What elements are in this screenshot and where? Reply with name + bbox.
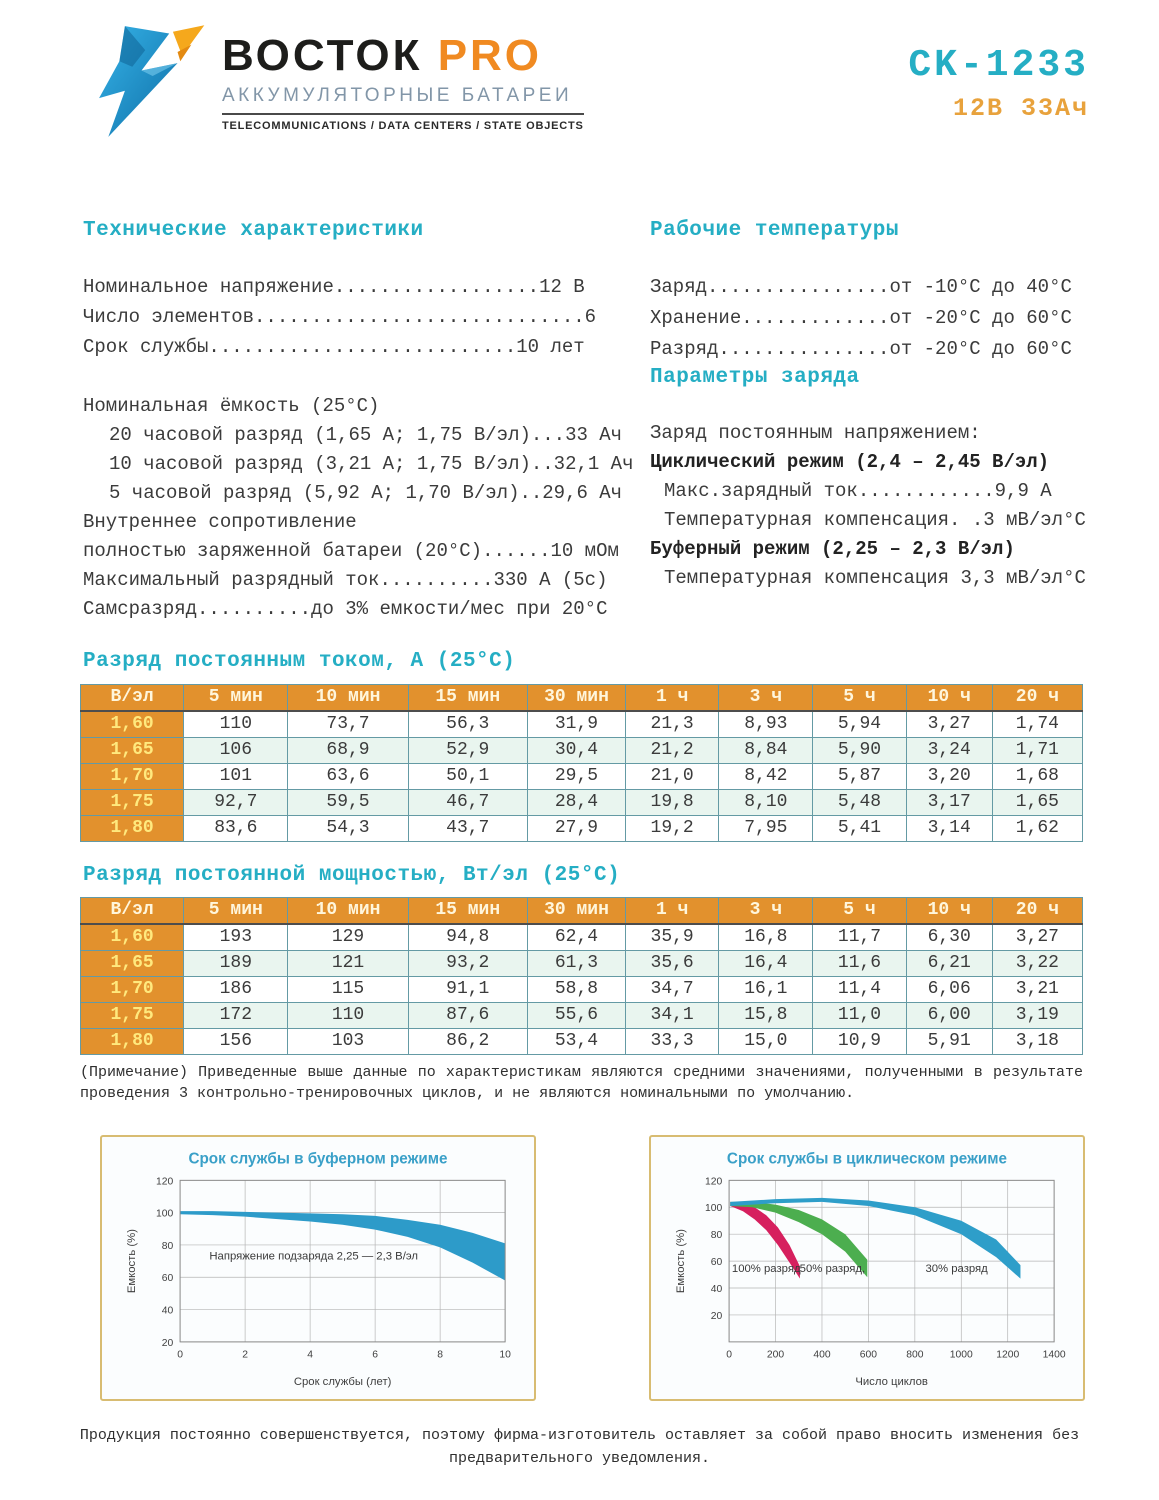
- table-cell: 121: [288, 951, 408, 977]
- column-header: В/эл: [81, 898, 184, 925]
- row-header: 1,65: [81, 951, 184, 977]
- svg-text:1200: 1200: [996, 1349, 1020, 1361]
- logo: [88, 24, 584, 140]
- brand-accent: PRO: [437, 31, 543, 80]
- table-cell: 8,42: [719, 764, 813, 790]
- svg-text:10: 10: [499, 1349, 511, 1361]
- table-cell: 3,21: [992, 977, 1082, 1003]
- table-cell: 3,24: [906, 738, 992, 764]
- svg-text:1000: 1000: [949, 1349, 973, 1361]
- brand-tagline: TELECOMMUNICATIONS / DATA CENTERS / STATE OBJECTS: [222, 113, 584, 132]
- spec-line: полностью заряженной батареи (20°C)......10 мОм: [83, 540, 619, 562]
- spec-line: Разряд...............от -20°C до 60°C: [650, 338, 1072, 360]
- spec-line: Хранение.............от -20°C до 60°C: [650, 307, 1072, 329]
- cyclic-life-chart: [649, 1135, 1085, 1401]
- table-cell: 115: [288, 977, 408, 1003]
- discharge-current-table: [80, 684, 1083, 842]
- svg-text:120: 120: [155, 1176, 174, 1188]
- table-cell: 3,14: [906, 816, 992, 842]
- column-header: 15 мин: [408, 685, 527, 712]
- discharge-power-table: [80, 897, 1083, 1055]
- table-cell: 93,2: [408, 951, 527, 977]
- table-cell: 11,0: [813, 1003, 906, 1029]
- capacity-title: Номинальная ёмкость (25°C): [83, 395, 380, 417]
- table-cell: 3,27: [992, 924, 1082, 951]
- table-cell: 5,41: [813, 816, 906, 842]
- svg-text:80: 80: [710, 1230, 723, 1242]
- table-cell: 3,19: [992, 1003, 1082, 1029]
- table-row: [81, 924, 1083, 951]
- charge-params-title: Параметры заряда: [650, 366, 860, 389]
- brand-name: ВОСТОК: [222, 31, 423, 80]
- column-header: 30 мин: [527, 685, 625, 712]
- lightning-bolt-icon: [88, 24, 208, 140]
- table-cell: 92,7: [184, 790, 288, 816]
- table-cell: 31,9: [527, 711, 625, 738]
- spec-line: Температурная компенсация 3,3 мВ/эл°С: [664, 567, 1086, 589]
- table-cell: 8,84: [719, 738, 813, 764]
- row-header: 1,60: [81, 711, 184, 738]
- svg-text:50% разряд,: 50% разряд,: [799, 1262, 866, 1275]
- table-cell: 6,21: [906, 951, 992, 977]
- table-cell: 6,30: [906, 924, 992, 951]
- column-header: 10 мин: [288, 685, 408, 712]
- footer-note: Продукция постоянно совершенствуется, поэтому фирма-изготовитель оставляет за собой право вносить изменения без предварительного уведомления.: [79, 1427, 1080, 1467]
- table-row: [81, 790, 1083, 816]
- table-cell: 54,3: [288, 816, 408, 842]
- svg-text:100% разряд: 100% разряд: [731, 1262, 801, 1275]
- table-cell: 83,6: [184, 816, 288, 842]
- table-cell: 50,1: [408, 764, 527, 790]
- svg-text:200: 200: [766, 1349, 785, 1361]
- svg-text:Емкость (%): Емкость (%): [125, 1229, 138, 1294]
- table-row: [81, 816, 1083, 842]
- column-header: 5 ч: [813, 685, 906, 712]
- table-row: [81, 711, 1083, 738]
- table-cell: 101: [184, 764, 288, 790]
- brand-title: [222, 31, 584, 80]
- table-cell: 110: [288, 1003, 408, 1029]
- table-cell: 156: [184, 1029, 288, 1055]
- table-cell: 21,3: [626, 711, 719, 738]
- table-row: [81, 738, 1083, 764]
- table-cell: 58,8: [527, 977, 625, 1003]
- table-cell: 6,00: [906, 1003, 992, 1029]
- svg-text:0: 0: [177, 1349, 183, 1361]
- table-cell: 55,6: [527, 1003, 625, 1029]
- column-header: 5 мин: [184, 685, 288, 712]
- spec-line: Заряд................от -10°C до 40°C: [650, 276, 1072, 298]
- spec-line: Температурная компенсация. .3 мВ/эл°С: [664, 509, 1086, 531]
- table-row: [81, 1003, 1083, 1029]
- table-cell: 19,8: [626, 790, 719, 816]
- svg-text:800: 800: [906, 1349, 924, 1361]
- column-header: 5 ч: [813, 898, 906, 925]
- table-cell: 34,7: [626, 977, 719, 1003]
- table-cell: 3,18: [992, 1029, 1082, 1055]
- table-cell: 56,3: [408, 711, 527, 738]
- svg-text:60: 60: [710, 1257, 723, 1269]
- table-cell: 8,93: [719, 711, 813, 738]
- row-header: 1,65: [81, 738, 184, 764]
- svg-text:40: 40: [161, 1305, 174, 1317]
- table-cell: 35,6: [626, 951, 719, 977]
- table-cell: 8,10: [719, 790, 813, 816]
- table-cell: 189: [184, 951, 288, 977]
- discharge-power-title: Разряд постоянной мощностью, Вт/эл (25°C): [83, 864, 621, 887]
- svg-text:Срок службы в буферном режиме: Срок службы в буферном режиме: [188, 1150, 448, 1168]
- spec-line: Макс.зарядный ток............9,9 А: [664, 480, 1052, 502]
- svg-text:30% разряд: 30% разряд: [925, 1262, 988, 1275]
- row-header: 1,75: [81, 1003, 184, 1029]
- column-header: 15 мин: [408, 898, 527, 925]
- model-number: CK-1233: [908, 44, 1089, 87]
- table-cell: 11,4: [813, 977, 906, 1003]
- svg-text:Емкость (%): Емкость (%): [674, 1229, 687, 1294]
- row-header: 1,80: [81, 816, 184, 842]
- svg-text:20: 20: [710, 1310, 723, 1322]
- table-cell: 5,94: [813, 711, 906, 738]
- table-cell: 11,6: [813, 951, 906, 977]
- spec-line: Самсразряд..........до 3% емкости/мес при 20°C: [83, 598, 608, 620]
- spec-line: Номинальное напряжение..................12 В: [83, 276, 585, 298]
- temps-title: Рабочие температуры: [650, 219, 899, 242]
- table-cell: 27,9: [527, 816, 625, 842]
- svg-text:6: 6: [372, 1349, 379, 1361]
- column-header: 5 мин: [184, 898, 288, 925]
- table-cell: 1,68: [992, 764, 1082, 790]
- buffer-life-chart: [100, 1135, 536, 1401]
- spec-line: 5 часовой разряд (5,92 А; 1,70 В/эл)..29,6 Ач: [109, 482, 623, 504]
- svg-text:4: 4: [307, 1349, 313, 1361]
- table-cell: 61,3: [527, 951, 625, 977]
- svg-text:20: 20: [161, 1337, 174, 1349]
- cyclic-life-chart-svg: [651, 1137, 1083, 1399]
- table-row: [81, 1029, 1083, 1055]
- temps-lines: [650, 272, 1095, 365]
- row-header: 1,80: [81, 1029, 184, 1055]
- table-row: [81, 764, 1083, 790]
- table-cell: 6,06: [906, 977, 992, 1003]
- table-cell: 129: [288, 924, 408, 951]
- table-cell: 19,2: [626, 816, 719, 842]
- table-cell: 7,95: [719, 816, 813, 842]
- table-row: [81, 951, 1083, 977]
- svg-text:100: 100: [704, 1203, 723, 1215]
- capacity-block: [83, 392, 648, 624]
- svg-text:1400: 1400: [1042, 1349, 1066, 1361]
- table-row: [81, 977, 1083, 1003]
- table-cell: 5,87: [813, 764, 906, 790]
- buffer-mode-title: Буферный режим (2,25 – 2,3 В/эл): [650, 538, 1015, 560]
- discharge-current-title: Разряд постоянным током, А (25°C): [83, 650, 516, 673]
- table-cell: 186: [184, 977, 288, 1003]
- buffer-life-chart-svg: [102, 1137, 534, 1399]
- svg-text:Число циклов: Число циклов: [855, 1376, 928, 1389]
- table-cell: 16,4: [719, 951, 813, 977]
- spec-line: Число элементов.............................6: [83, 306, 597, 328]
- table-cell: 21,2: [626, 738, 719, 764]
- svg-text:0: 0: [726, 1349, 732, 1361]
- table-cell: 28,4: [527, 790, 625, 816]
- column-header: В/эл: [81, 685, 184, 712]
- table-cell: 5,48: [813, 790, 906, 816]
- temps-and-charge-section: [650, 218, 1095, 593]
- table-cell: 33,3: [626, 1029, 719, 1055]
- svg-text:60: 60: [161, 1273, 174, 1285]
- table-cell: 16,8: [719, 924, 813, 951]
- table-cell: 86,2: [408, 1029, 527, 1055]
- row-header: 1,70: [81, 764, 184, 790]
- svg-text:100: 100: [155, 1208, 174, 1220]
- table-cell: 43,7: [408, 816, 527, 842]
- spec-line: 10 часовой разряд (3,21 А; 1,75 В/эл)..32,1 Ач: [109, 453, 634, 475]
- table-cell: 11,7: [813, 924, 906, 951]
- column-header: 10 мин: [288, 898, 408, 925]
- logo-text: [222, 24, 584, 132]
- table-cell: 52,9: [408, 738, 527, 764]
- row-header: 1,75: [81, 790, 184, 816]
- table-cell: 5,91: [906, 1029, 992, 1055]
- table-cell: 172: [184, 1003, 288, 1029]
- table-cell: 94,8: [408, 924, 527, 951]
- column-header: 3 ч: [719, 898, 813, 925]
- svg-text:Срок службы в циклическом режи: Срок службы в циклическом режиме: [726, 1150, 1008, 1168]
- table-cell: 3,27: [906, 711, 992, 738]
- spec-line: Срок службы...........................10 лет: [83, 336, 585, 358]
- svg-text:400: 400: [813, 1349, 831, 1361]
- svg-text:Срок службы (лет): Срок службы (лет): [293, 1376, 392, 1389]
- svg-text:120: 120: [704, 1176, 723, 1188]
- table-cell: 53,4: [527, 1029, 625, 1055]
- brand-subtitle: АККУМУЛЯТОРНЫЕ БАТАРЕИ: [222, 85, 573, 106]
- charge-intro: Заряд постоянным напряжением:: [650, 422, 981, 444]
- table-cell: 35,9: [626, 924, 719, 951]
- table-cell: 10,9: [813, 1029, 906, 1055]
- table-cell: 193: [184, 924, 288, 951]
- table-cell: 46,7: [408, 790, 527, 816]
- spec-line: Максимальный разрядный ток..........330 А (5с): [83, 569, 608, 591]
- tech-specs-title: Технические характеристики: [83, 219, 424, 242]
- svg-text:2: 2: [242, 1349, 248, 1361]
- column-header: 20 ч: [992, 685, 1082, 712]
- table-cell: 73,7: [288, 711, 408, 738]
- table-cell: 1,62: [992, 816, 1082, 842]
- tech-specs-section: [83, 218, 648, 624]
- table-cell: 3,20: [906, 764, 992, 790]
- table-cell: 110: [184, 711, 288, 738]
- table-cell: 3,17: [906, 790, 992, 816]
- table-cell: 106: [184, 738, 288, 764]
- table-cell: 21,0: [626, 764, 719, 790]
- column-header: 20 ч: [992, 898, 1082, 925]
- table-cell: 3,22: [992, 951, 1082, 977]
- tech-specs-lines: [83, 272, 648, 362]
- table-cell: 15,0: [719, 1029, 813, 1055]
- table-cell: 68,9: [288, 738, 408, 764]
- column-header: 30 мин: [527, 898, 625, 925]
- table-cell: 63,6: [288, 764, 408, 790]
- table-cell: 1,65: [992, 790, 1082, 816]
- model-rating: 12В 33Ач: [952, 94, 1089, 123]
- table-cell: 30,4: [527, 738, 625, 764]
- table-cell: 5,90: [813, 738, 906, 764]
- table-cell: 1,74: [992, 711, 1082, 738]
- svg-text:600: 600: [859, 1349, 878, 1361]
- table-cell: 16,1: [719, 977, 813, 1003]
- svg-text:8: 8: [437, 1349, 444, 1361]
- column-header: 3 ч: [719, 685, 813, 712]
- cyclic-mode-title: Циклический режим (2,4 – 2,45 В/эл): [650, 451, 1050, 473]
- svg-text:80: 80: [161, 1240, 174, 1252]
- column-header: 1 ч: [626, 685, 719, 712]
- tables-note: (Примечание) Приведенные выше данные по характеристикам являются средними значениями, полученными в результате проведения 3 контрольно-тренировочных циклов, и не являются номинальными по умолчанию.: [80, 1064, 1083, 1102]
- svg-text:40: 40: [710, 1283, 723, 1295]
- table-cell: 62,4: [527, 924, 625, 951]
- column-header: 1 ч: [626, 898, 719, 925]
- table-cell: 59,5: [288, 790, 408, 816]
- table-cell: 91,1: [408, 977, 527, 1003]
- table-cell: 34,1: [626, 1003, 719, 1029]
- table-cell: 103: [288, 1029, 408, 1055]
- spec-line: 20 часовой разряд (1,65 А; 1,75 В/эл)...33 Ач: [109, 424, 623, 446]
- table-cell: 1,71: [992, 738, 1082, 764]
- column-header: 10 ч: [906, 685, 992, 712]
- model-block: [908, 44, 1089, 123]
- row-header: 1,70: [81, 977, 184, 1003]
- table-cell: 15,8: [719, 1003, 813, 1029]
- resistance-title: Внутреннее сопротивление: [83, 511, 357, 533]
- column-header: 10 ч: [906, 898, 992, 925]
- row-header: 1,60: [81, 924, 184, 951]
- charge-params-lines: [650, 419, 1095, 593]
- table-cell: 29,5: [527, 764, 625, 790]
- table-cell: 87,6: [408, 1003, 527, 1029]
- svg-text:Напряжение подзаряда 2,25 — 2,: Напряжение подзаряда 2,25 — 2,3 В/эл: [209, 1250, 418, 1263]
